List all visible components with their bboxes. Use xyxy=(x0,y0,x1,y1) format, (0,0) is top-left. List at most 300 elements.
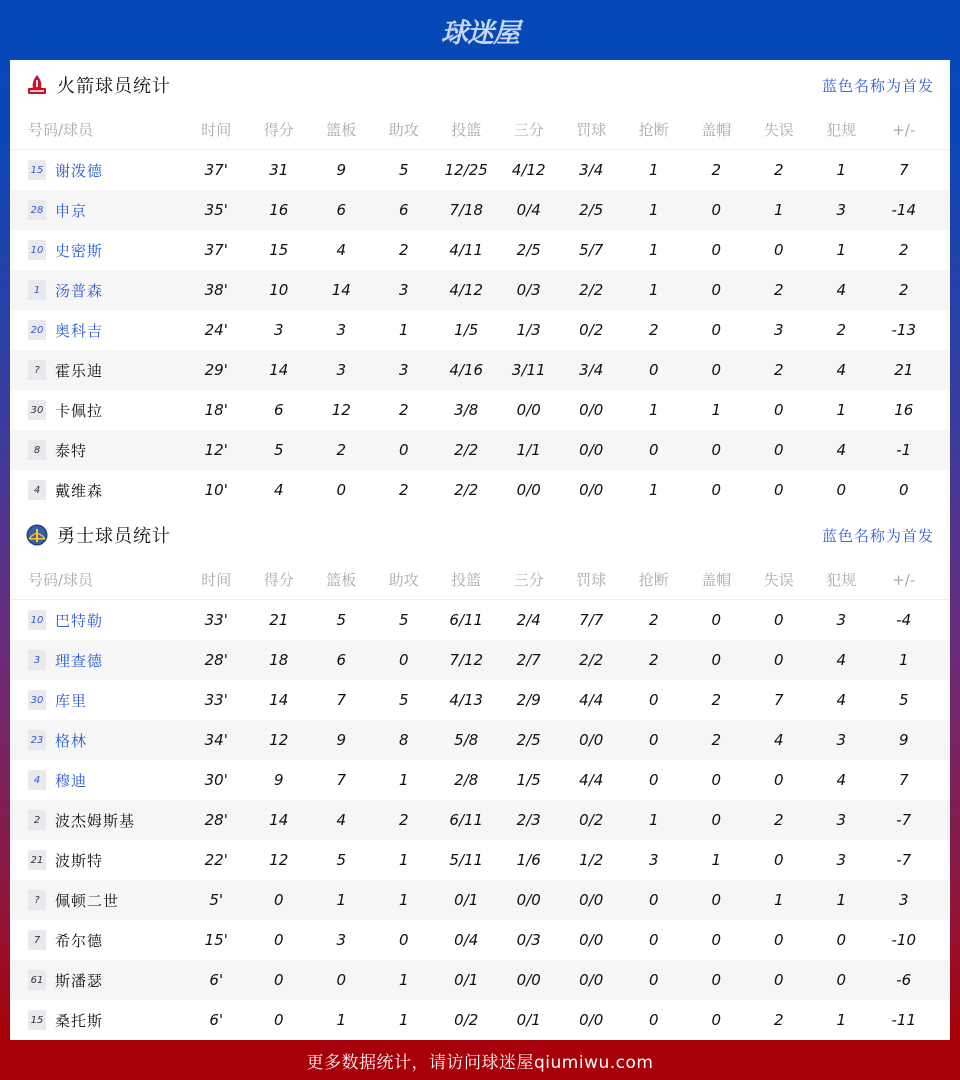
stat-cell: 7/7 xyxy=(579,611,604,629)
player-row xyxy=(10,960,950,1000)
stat-cell: 10 xyxy=(269,281,289,299)
stat-cell: 0 xyxy=(773,241,784,259)
jersey-number-icon: 30 xyxy=(28,690,46,710)
stat-cell: 3 xyxy=(336,931,347,949)
stat-cell: 3 xyxy=(398,361,409,379)
player-cell xyxy=(10,810,185,831)
player-name-link[interactable]: 桑托斯 xyxy=(55,1011,104,1030)
stat-cell: 2 xyxy=(898,241,909,259)
stat-cell: 4 xyxy=(836,361,847,379)
stat-cell: 1/5 xyxy=(454,321,479,339)
stat-cell: 0 xyxy=(711,201,722,219)
stat-cell: 5' xyxy=(209,891,224,909)
team-section-warriors xyxy=(10,510,950,1040)
stat-cell: 0 xyxy=(648,971,659,989)
player-row xyxy=(10,470,950,510)
player-cell xyxy=(10,610,185,631)
stat-cell: 0 xyxy=(836,931,847,949)
player-name-link[interactable]: 戴维森 xyxy=(55,481,104,500)
stat-cell: 0 xyxy=(648,1011,659,1029)
stat-cell: 4/4 xyxy=(579,771,604,789)
stat-cell: 21 xyxy=(894,361,914,379)
player-cell xyxy=(10,280,185,301)
stat-cell: 2 xyxy=(711,731,722,749)
rockets-logo-icon xyxy=(26,74,48,96)
column-header: 时间 xyxy=(201,571,232,589)
player-name-link[interactable]: 霍乐迪 xyxy=(55,361,104,380)
stat-cell: 2/3 xyxy=(516,811,541,829)
stat-cell: 1 xyxy=(648,401,659,419)
stat-cell: 2 xyxy=(773,811,784,829)
column-header: 盖帽 xyxy=(701,121,732,139)
stat-cell: 2 xyxy=(648,321,659,339)
stat-cell: 1 xyxy=(836,891,847,909)
stat-cell: 0 xyxy=(711,811,722,829)
stat-cell: 3 xyxy=(898,891,909,909)
column-header: 罚球 xyxy=(576,571,607,589)
player-name-link[interactable]: 斯潘瑟 xyxy=(55,971,104,990)
stat-cell: 0 xyxy=(273,891,284,909)
stat-cell: 34' xyxy=(204,731,228,749)
stat-cell: 6 xyxy=(273,401,284,419)
stat-cell: 0/0 xyxy=(579,1011,604,1029)
stat-cell: 12 xyxy=(331,401,351,419)
stat-cell: 0/0 xyxy=(579,931,604,949)
jersey-number-icon: ? xyxy=(28,890,46,910)
stat-cell: 2 xyxy=(648,611,659,629)
stat-cell: 3 xyxy=(273,321,284,339)
stat-cell: 0 xyxy=(336,481,347,499)
stat-cell: 0/0 xyxy=(516,971,541,989)
stat-cell: 3/8 xyxy=(454,401,479,419)
stat-cell: 4/12 xyxy=(511,161,546,179)
stat-cell: 3 xyxy=(336,321,347,339)
column-header: 罚球 xyxy=(576,121,607,139)
stat-cell: 0 xyxy=(648,441,659,459)
column-header: 三分 xyxy=(513,121,544,139)
stat-cell: 3 xyxy=(336,361,347,379)
player-row xyxy=(10,270,950,310)
stat-cell: 0 xyxy=(648,361,659,379)
stat-cell: 2 xyxy=(773,281,784,299)
stat-cell: 1 xyxy=(648,241,659,259)
jersey-number-icon: 4 xyxy=(28,480,46,500)
player-name-link[interactable]: 卡佩拉 xyxy=(55,401,104,420)
player-rows xyxy=(10,150,950,510)
stat-cell: 4/16 xyxy=(449,361,484,379)
player-name-link[interactable]: 波杰姆斯基 xyxy=(55,811,136,830)
player-cell xyxy=(10,200,185,221)
stat-cell: 2 xyxy=(648,651,659,669)
stat-cell: -11 xyxy=(891,1011,916,1029)
stat-cell: 5 xyxy=(336,611,347,629)
stat-cell: 3 xyxy=(836,731,847,749)
stat-cell: 6' xyxy=(209,971,224,989)
player-name-link[interactable]: 谢泼德 xyxy=(55,161,104,180)
stat-cell: 1 xyxy=(398,891,409,909)
stat-cell: 0/0 xyxy=(516,481,541,499)
stat-cell: 24' xyxy=(204,321,228,339)
jersey-number-icon: 28 xyxy=(28,200,46,220)
column-header: 得分 xyxy=(263,571,294,589)
player-row xyxy=(10,800,950,840)
stat-cell: 0 xyxy=(711,1011,722,1029)
stat-cell: 28' xyxy=(204,651,228,669)
player-row xyxy=(10,840,950,880)
player-name-link[interactable]: 史密斯 xyxy=(55,241,104,260)
jersey-number-icon: 61 xyxy=(28,970,46,990)
site-logo: 球迷屋 xyxy=(441,17,519,49)
stat-cell: 1 xyxy=(836,241,847,259)
stat-cell: 0/0 xyxy=(516,401,541,419)
jersey-number-icon: 7 xyxy=(28,930,46,950)
stat-cell: 1/6 xyxy=(516,851,541,869)
stat-cell: 1/1 xyxy=(516,441,541,459)
stat-cell: 2/8 xyxy=(454,771,479,789)
stat-cell: 1 xyxy=(398,971,409,989)
stat-cell: 21 xyxy=(269,611,289,629)
stat-cell: 0/0 xyxy=(579,441,604,459)
stat-cell: -6 xyxy=(896,971,912,989)
stat-cell: -7 xyxy=(896,811,912,829)
stat-cell: -1 xyxy=(896,441,912,459)
stat-cell: -10 xyxy=(891,931,916,949)
stat-cell: 9 xyxy=(336,161,347,179)
stat-cell: 0 xyxy=(648,891,659,909)
stat-cell: 4 xyxy=(273,481,284,499)
stat-cell: 2/9 xyxy=(516,691,541,709)
stat-cell: 0 xyxy=(773,441,784,459)
player-row xyxy=(10,680,950,720)
stat-cell: 0 xyxy=(773,611,784,629)
stat-cell: 1/2 xyxy=(579,851,604,869)
stat-cell: 14 xyxy=(269,361,289,379)
player-row xyxy=(10,390,950,430)
stat-cell: 0 xyxy=(336,971,347,989)
stat-cell: 3 xyxy=(836,851,847,869)
stat-cell: 0 xyxy=(398,931,409,949)
stat-cell: 2 xyxy=(398,401,409,419)
stat-cell: 1/3 xyxy=(516,321,541,339)
jersey-number-icon: 10 xyxy=(28,610,46,630)
stat-cell: 0 xyxy=(836,481,847,499)
stat-cell: 12 xyxy=(269,851,289,869)
jersey-number-icon: 10 xyxy=(28,240,46,260)
stat-cell: 7 xyxy=(773,691,784,709)
jersey-number-icon: 30 xyxy=(28,400,46,420)
stat-cell: 0/3 xyxy=(516,281,541,299)
stat-cell: 2 xyxy=(711,161,722,179)
section-title xyxy=(26,522,171,548)
stat-cell: 1 xyxy=(648,811,659,829)
column-header: 助攻 xyxy=(388,121,419,139)
jersey-number-icon: 15 xyxy=(28,160,46,180)
jersey-number-icon: 8 xyxy=(28,440,46,460)
stat-cell: 0 xyxy=(773,931,784,949)
jersey-number-icon: 3 xyxy=(28,650,46,670)
stat-cell: 5 xyxy=(273,441,284,459)
stat-cell: 37' xyxy=(204,241,228,259)
stat-cell: 14 xyxy=(331,281,351,299)
stat-cell: 1 xyxy=(836,161,847,179)
player-cell xyxy=(10,360,185,381)
stat-cell: 2 xyxy=(836,321,847,339)
stat-cell: 5 xyxy=(336,851,347,869)
stat-cell: 15 xyxy=(269,241,289,259)
player-name-link[interactable]: 波斯特 xyxy=(55,851,104,870)
stat-cell: 0 xyxy=(711,931,722,949)
stat-cell: 0/0 xyxy=(579,481,604,499)
player-name-link[interactable]: 佩顿二世 xyxy=(55,891,120,910)
player-row xyxy=(10,230,950,270)
stat-cell: 5/8 xyxy=(454,731,479,749)
player-name-link[interactable]: 格林 xyxy=(55,731,88,750)
stat-cell: 7 xyxy=(898,161,909,179)
stat-cell: 2/2 xyxy=(454,481,479,499)
stat-cell: 2 xyxy=(898,281,909,299)
stat-cell: 4/13 xyxy=(449,691,484,709)
stat-cell: 1 xyxy=(711,401,722,419)
stat-cell: 1 xyxy=(711,851,722,869)
stat-cell: 1 xyxy=(398,321,409,339)
column-header: 篮板 xyxy=(326,571,357,589)
stat-cell: 12' xyxy=(204,441,228,459)
player-row xyxy=(10,760,950,800)
warriors-logo-icon xyxy=(26,524,48,546)
stat-cell: 2 xyxy=(773,361,784,379)
stat-cell: 0/3 xyxy=(516,931,541,949)
stat-cell: 0 xyxy=(648,731,659,749)
stat-cell: 9 xyxy=(898,731,909,749)
stat-cell: 1 xyxy=(336,1011,347,1029)
column-header: 投篮 xyxy=(451,121,482,139)
column-header: 号码/球员 xyxy=(28,571,94,589)
stat-cell: 0 xyxy=(773,851,784,869)
stat-cell: 12/25 xyxy=(444,161,488,179)
stat-cell: 0 xyxy=(273,971,284,989)
stat-cell: 0 xyxy=(273,931,284,949)
jersey-number-icon: 4 xyxy=(28,770,46,790)
column-header: 抢断 xyxy=(638,121,669,139)
stat-cell: 6 xyxy=(336,651,347,669)
stat-cell: 4 xyxy=(336,241,347,259)
team-section-rockets xyxy=(10,60,950,510)
column-header: 抢断 xyxy=(638,571,669,589)
player-row xyxy=(10,880,950,920)
player-cell xyxy=(10,970,185,991)
stat-cell: 2/4 xyxy=(516,611,541,629)
player-name-link[interactable]: 申京 xyxy=(55,201,88,220)
stat-cell: 14 xyxy=(269,691,289,709)
player-name-link[interactable]: 库里 xyxy=(55,691,88,710)
stat-cell: 10' xyxy=(204,481,228,499)
stat-cell: 3 xyxy=(836,811,847,829)
column-header: 助攻 xyxy=(388,571,419,589)
stat-cell: 0 xyxy=(773,971,784,989)
footer-banner[interactable] xyxy=(0,1040,960,1080)
stat-cell: 5/7 xyxy=(579,241,604,259)
stat-cell: 0 xyxy=(773,651,784,669)
player-rows xyxy=(10,600,950,1040)
stat-cell: 2/5 xyxy=(516,241,541,259)
stat-cell: 5 xyxy=(398,611,409,629)
stats-card xyxy=(10,60,950,1040)
stat-cell: 37' xyxy=(204,161,228,179)
stat-cell: 3/11 xyxy=(511,361,546,379)
column-header: 盖帽 xyxy=(701,571,732,589)
column-header: 犯规 xyxy=(826,571,857,589)
column-header-row xyxy=(10,560,950,600)
section-header xyxy=(10,60,950,110)
player-cell xyxy=(10,730,185,751)
footer-text[interactable]: 更多数据统计，请访问球迷屋qiumiwu.com xyxy=(306,1052,654,1073)
stat-cell: 0/2 xyxy=(454,1011,479,1029)
stat-cell: 2/2 xyxy=(579,651,604,669)
column-header: 投篮 xyxy=(451,571,482,589)
player-name-link[interactable]: 泰特 xyxy=(55,441,88,460)
stat-cell: 0 xyxy=(648,771,659,789)
column-header: 得分 xyxy=(263,121,294,139)
player-name-link[interactable]: 穆迪 xyxy=(55,771,88,790)
stat-cell: 4/12 xyxy=(449,281,484,299)
teams-container xyxy=(10,60,950,1040)
stat-cell: 3/4 xyxy=(579,161,604,179)
stat-cell: 3 xyxy=(836,611,847,629)
stat-cell: 2/7 xyxy=(516,651,541,669)
stat-cell: 18' xyxy=(204,401,228,419)
stat-cell: 2 xyxy=(711,691,722,709)
stat-cell: 3 xyxy=(773,321,784,339)
stat-cell: 5 xyxy=(398,161,409,179)
column-header: 失误 xyxy=(763,121,794,139)
stat-cell: 1 xyxy=(898,651,909,669)
stat-cell: 0 xyxy=(836,971,847,989)
starter-legend: 蓝色名称为首发 xyxy=(821,526,934,545)
player-cell xyxy=(10,690,185,711)
player-name-link[interactable]: 奥科吉 xyxy=(55,321,104,340)
stat-cell: 1 xyxy=(648,481,659,499)
stat-cell: 7 xyxy=(336,691,347,709)
stat-cell: 38' xyxy=(204,281,228,299)
stat-cell: -13 xyxy=(891,321,916,339)
stat-cell: 1 xyxy=(773,201,784,219)
stat-cell: 1 xyxy=(648,201,659,219)
stat-cell: 1 xyxy=(648,161,659,179)
stat-cell: 12 xyxy=(269,731,289,749)
column-header: 号码/球员 xyxy=(28,121,94,139)
player-row xyxy=(10,720,950,760)
stat-cell: 9 xyxy=(336,731,347,749)
stat-cell: 4 xyxy=(836,771,847,789)
stat-cell: 1 xyxy=(336,891,347,909)
stat-cell: 0 xyxy=(898,481,909,499)
player-row xyxy=(10,430,950,470)
section-header xyxy=(10,510,950,560)
stat-cell: 1 xyxy=(836,401,847,419)
jersey-number-icon: 1 xyxy=(28,280,46,300)
stat-cell: 2/2 xyxy=(454,441,479,459)
section-title-text: 火箭球员统计 xyxy=(57,76,171,97)
column-header: +/- xyxy=(892,570,916,589)
stat-cell: 7 xyxy=(336,771,347,789)
stat-cell: 30' xyxy=(204,771,228,789)
stat-cell: 0 xyxy=(398,651,409,669)
stat-cell: 0 xyxy=(648,691,659,709)
column-header: 三分 xyxy=(513,571,544,589)
stat-cell: 1 xyxy=(398,851,409,869)
stat-cell: 2/5 xyxy=(579,201,604,219)
stat-cell: 0 xyxy=(711,891,722,909)
player-cell xyxy=(10,850,185,871)
stat-cell: 4 xyxy=(836,441,847,459)
stat-cell: 1 xyxy=(398,1011,409,1029)
stat-cell: 1 xyxy=(648,281,659,299)
stat-cell: 3 xyxy=(836,201,847,219)
stat-cell: 18 xyxy=(269,651,289,669)
stat-cell: 0 xyxy=(711,321,722,339)
stat-cell: 0 xyxy=(773,771,784,789)
stat-cell: 0 xyxy=(711,971,722,989)
player-name-link[interactable]: 巴特勒 xyxy=(55,611,104,630)
stat-cell: 2 xyxy=(398,481,409,499)
player-row xyxy=(10,350,950,390)
stat-cell: 2/2 xyxy=(579,281,604,299)
stat-cell: -14 xyxy=(891,201,916,219)
stat-cell: 0 xyxy=(711,241,722,259)
player-cell xyxy=(10,160,185,181)
player-cell xyxy=(10,320,185,341)
stat-cell: 4 xyxy=(773,731,784,749)
player-name-link[interactable]: 理查德 xyxy=(55,651,104,670)
stat-cell: 0/0 xyxy=(579,971,604,989)
column-header-row xyxy=(10,110,950,150)
stat-cell: 31 xyxy=(269,161,289,179)
stat-cell: 7/18 xyxy=(449,201,484,219)
column-header: +/- xyxy=(892,120,916,139)
player-row xyxy=(10,920,950,960)
stat-cell: 0/0 xyxy=(579,731,604,749)
stat-cell: 29' xyxy=(204,361,228,379)
column-header: 篮板 xyxy=(326,121,357,139)
stat-cell: 33' xyxy=(204,611,228,629)
stat-cell: -7 xyxy=(896,851,912,869)
stat-cell: -4 xyxy=(896,611,912,629)
player-cell xyxy=(10,1010,185,1031)
player-cell xyxy=(10,770,185,791)
stat-cell: 28' xyxy=(204,811,228,829)
stat-cell: 0 xyxy=(711,771,722,789)
stat-cell: 0 xyxy=(711,481,722,499)
stat-cell: 6/11 xyxy=(449,611,484,629)
player-name-link[interactable]: 汤普森 xyxy=(55,281,104,300)
stat-cell: 2 xyxy=(773,161,784,179)
player-row xyxy=(10,600,950,640)
stat-cell: 0 xyxy=(711,611,722,629)
stat-cell: 0 xyxy=(273,1011,284,1029)
stat-cell: 33' xyxy=(204,691,228,709)
stat-cell: 0/4 xyxy=(516,201,541,219)
stat-cell: 0/1 xyxy=(516,1011,541,1029)
stat-cell: 1/5 xyxy=(516,771,541,789)
stat-cell: 4 xyxy=(336,811,347,829)
stat-cell: 4 xyxy=(836,281,847,299)
stat-cell: 4/11 xyxy=(449,241,484,259)
starter-legend: 蓝色名称为首发 xyxy=(821,76,934,95)
stat-cell: 1 xyxy=(836,1011,847,1029)
stat-cell: 8 xyxy=(398,731,409,749)
player-name-link[interactable]: 希尔德 xyxy=(55,931,104,950)
player-cell xyxy=(10,930,185,951)
